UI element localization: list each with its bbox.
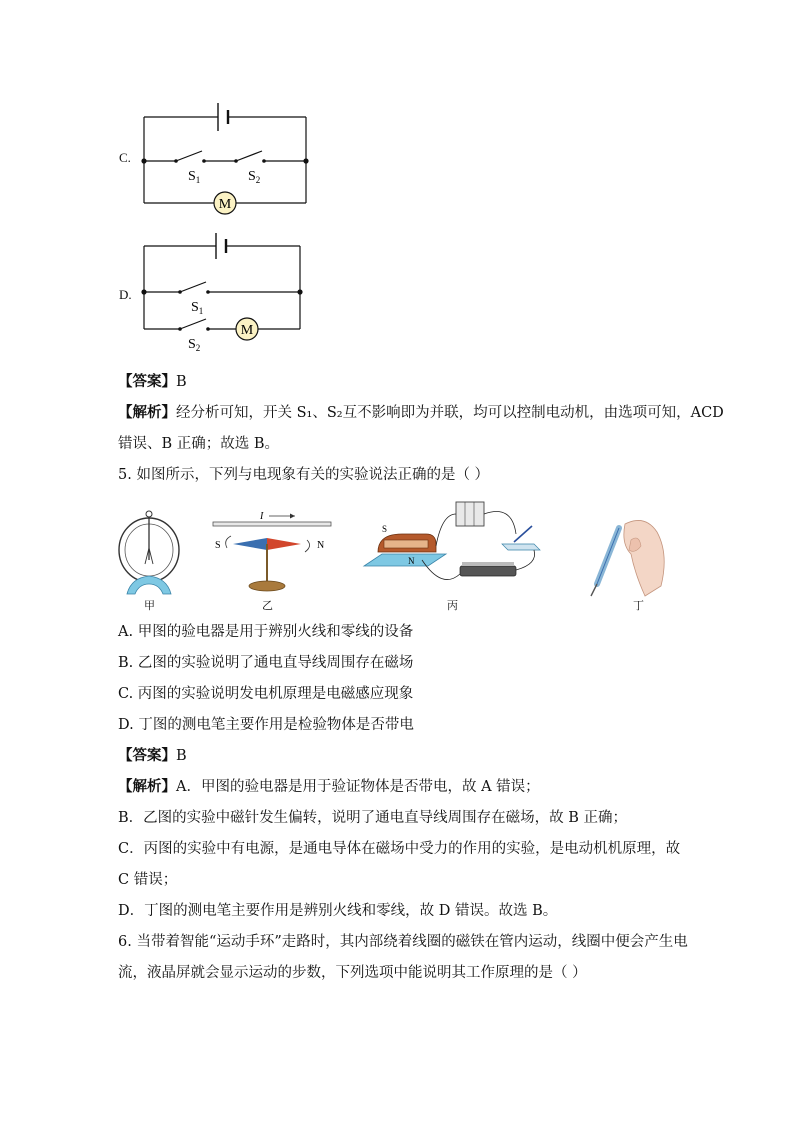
q5-option-a: A. 甲图的验电器是用于辨别火线和零线的设备 [118, 624, 414, 640]
q4-analysis-line2: 错误、B 正确；故选 B。 [118, 436, 280, 452]
q5-stem: 5. 如图所示，下列与电现象有关的实验说法正确的是（ ） [118, 467, 490, 483]
current-label: I [260, 511, 264, 522]
magnet-n-label: N [408, 556, 415, 566]
figure-jia-caption: 甲 [144, 599, 155, 612]
q5-analysis-line5: D．丁图的测电笔主要作用是辨别火线和零线，故 D 错误。故选 B。 [118, 903, 558, 919]
oersted-figure [205, 508, 335, 596]
q5-option-c: C. 丙图的实验说明发电机原理是电磁感应现象 [118, 686, 414, 702]
q5-analysis-line4: C 错误； [118, 872, 178, 888]
switch-s1-label: $S_1$ [188, 169, 201, 185]
q5-option-d: D. 丁图的测电笔主要作用是检验物体是否带电 [118, 717, 414, 733]
junction-dot [297, 289, 302, 294]
switch-s1-label: $S_1$ [191, 300, 204, 316]
q6-stem-line1: 6. 当带着智能“运动手环”走路时，其内部绕着线圈的磁铁在管内运动，线圈中便会产生电 [118, 934, 688, 950]
junction-dot [141, 289, 146, 294]
q5-option-b: B. 乙图的实验说明了通电直导线周围存在磁场 [118, 655, 414, 671]
motor-principle-figure [362, 494, 550, 596]
q5-analysis-line2: B．乙图的实验中磁针发生偏转，说明了通电直导线周围存在磁场，故 B 正确； [118, 810, 628, 826]
switch-s2-label: $S_2$ [248, 169, 261, 185]
q6-stem-line2: 流，液晶屏就会显示运动的步数，下列选项中能说明其工作原理的是（ ） [118, 965, 587, 981]
option-d-label: D. [119, 287, 132, 302]
q5-analysis-line1: 【解析】A．甲图的验电器是用于验证物体是否带电，故 A 错误； [118, 778, 540, 795]
circuit-d-diagram [130, 230, 320, 355]
motor-label: M [240, 323, 254, 338]
magnet-s-label: S [382, 524, 388, 534]
circuit-c-diagram [130, 95, 320, 215]
test-pen-figure [585, 514, 675, 598]
q5-analysis-line3: C．丙图的实验中有电源，是通电导体在磁场中受力的作用的实验，是电动机机原理，故 [118, 841, 681, 857]
needle-n-label: N [317, 540, 325, 551]
option-c-label: C. [119, 150, 131, 165]
q4-analysis-line1: 【解析】经分析可知，开关 S₁、S₂互不影响即为并联，均可以控制电动机，由选项可知，ACD [118, 404, 724, 421]
switch-s2-label: $S_2$ [188, 337, 201, 353]
needle-s-label: S [215, 540, 221, 551]
q5-answer: 【答案】B [118, 747, 187, 764]
figure-bing-caption: 丙 [447, 599, 458, 612]
junction-dot [303, 158, 308, 163]
figure-yi-caption: 乙 [262, 599, 273, 612]
q4-answer: 【答案】B [118, 373, 187, 390]
electroscope-figure [113, 508, 185, 596]
motor-label: M [218, 197, 232, 212]
junction-dot [141, 158, 146, 163]
figure-ding-caption: 丁 [633, 599, 644, 612]
